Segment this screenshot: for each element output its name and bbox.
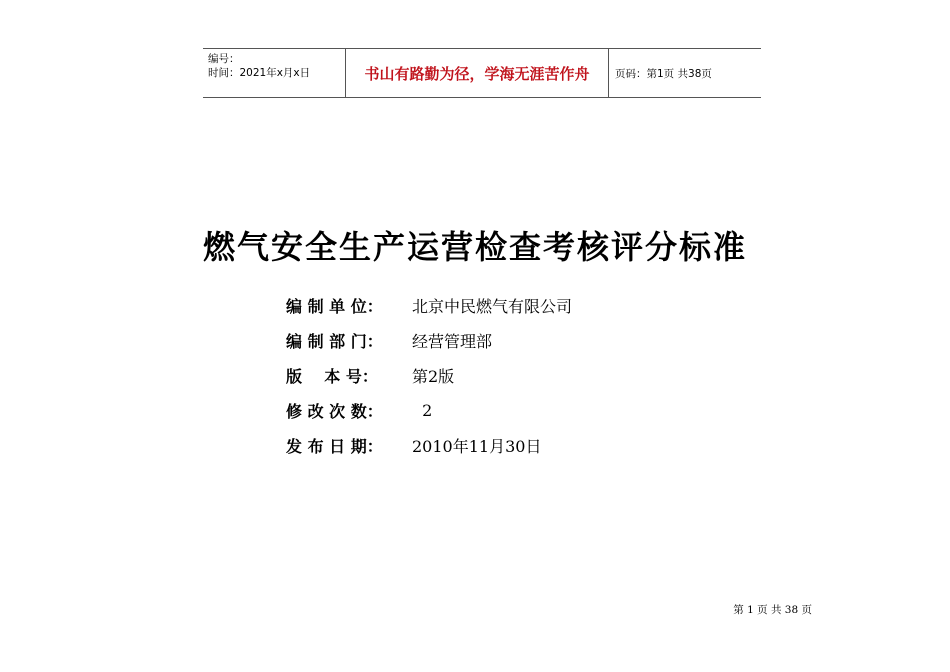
info-row-department — [286, 323, 572, 358]
page-code-label: 页码：第1页 共38页 — [615, 67, 712, 80]
field-value: 2010年11月30日 — [412, 437, 542, 456]
field-label: 修 改 次 数： — [286, 402, 383, 421]
info-row-version — [286, 358, 572, 393]
document-title: 燃气安全生产运营检查考核评分标准 — [202, 228, 747, 266]
header-middle-cell — [346, 49, 609, 97]
info-row-unit — [286, 288, 572, 323]
page-header — [203, 48, 761, 98]
time-label: 时间：2021年x月x日 — [208, 67, 311, 79]
serial-number-label: 编号： — [208, 53, 240, 65]
field-label: 编 制 单 位： — [286, 297, 383, 316]
document-info — [286, 288, 572, 463]
motto-text: 书山有路勤为径，学海无涯苦作舟 — [364, 64, 590, 83]
field-label: 编 制 部 门： — [286, 332, 383, 351]
header-right-cell — [609, 49, 761, 97]
page-footer: 第 1 页 共 38 页 — [733, 604, 812, 616]
info-row-revisions — [286, 393, 572, 428]
field-value: 经营管理部 — [412, 332, 493, 351]
field-label: 版 本 号： — [286, 367, 378, 386]
field-value: 第2版 — [412, 367, 455, 386]
header-left-cell — [203, 49, 346, 97]
field-value: 2 — [412, 401, 433, 420]
info-row-release-date — [286, 428, 572, 463]
field-label: 发 布 日 期： — [286, 437, 383, 456]
field-value: 北京中民燃气有限公司 — [412, 297, 573, 316]
